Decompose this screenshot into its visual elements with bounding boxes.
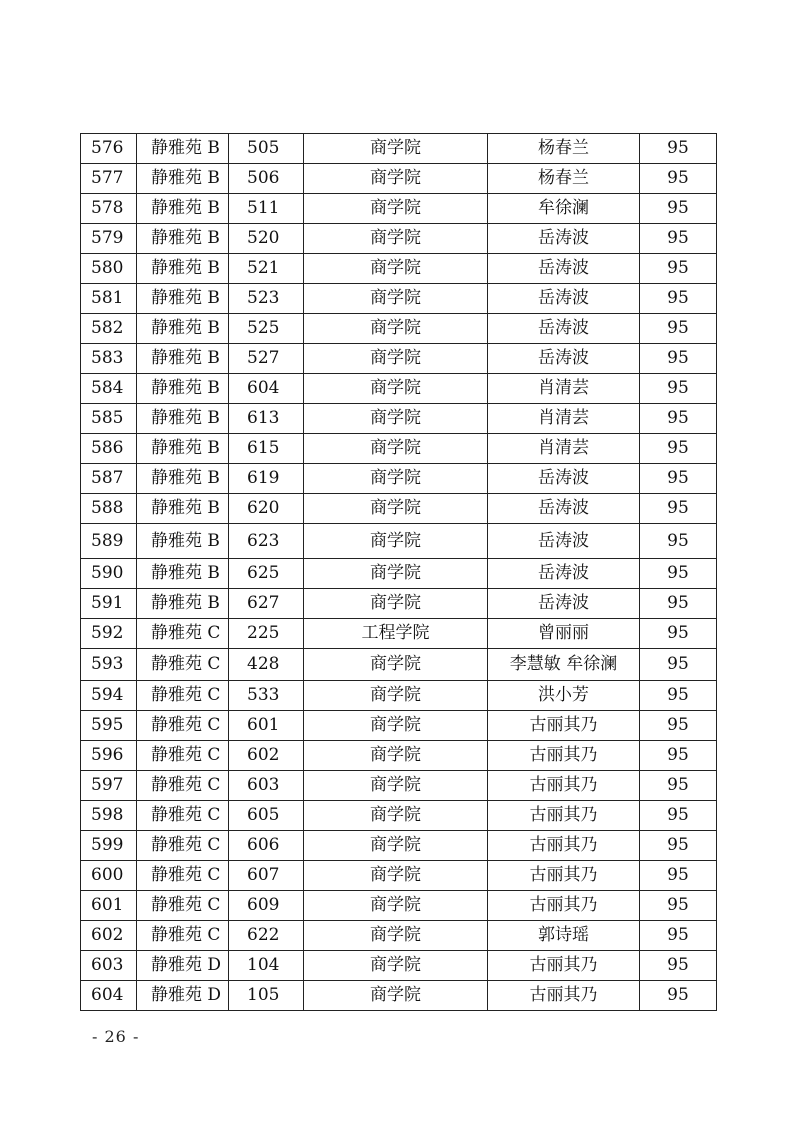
counselor-cell: 郭诗瑶 — [488, 921, 640, 951]
score-cell: 95 — [640, 741, 717, 771]
row-number-cell: 593 — [81, 649, 137, 681]
dormitory-score-table-container — [80, 133, 716, 1011]
counselor-cell: 肖清芸 — [488, 374, 640, 404]
row-number-cell: 583 — [81, 344, 137, 374]
score-cell: 95 — [640, 164, 717, 194]
college-cell: 商学院 — [304, 981, 488, 1011]
score-cell: 95 — [640, 134, 717, 164]
row-number-cell: 598 — [81, 801, 137, 831]
score-cell: 95 — [640, 801, 717, 831]
counselor-cell: 古丽其乃 — [488, 711, 640, 741]
table-row — [81, 741, 717, 771]
college-cell: 商学院 — [304, 861, 488, 891]
score-cell: 95 — [640, 619, 717, 649]
building-cell: 静雅苑 B — [137, 134, 229, 164]
row-number-cell: 579 — [81, 224, 137, 254]
building-cell: 静雅苑 B — [137, 524, 229, 559]
college-cell: 商学院 — [304, 559, 488, 589]
row-number-cell: 581 — [81, 284, 137, 314]
college-cell: 商学院 — [304, 741, 488, 771]
college-cell: 工程学院 — [304, 619, 488, 649]
building-cell: 静雅苑 B — [137, 164, 229, 194]
row-number-cell: 589 — [81, 524, 137, 559]
page-number: - 26 - — [92, 1027, 140, 1046]
room-cell: 525 — [229, 314, 304, 344]
row-number-cell: 597 — [81, 771, 137, 801]
row-number-cell: 592 — [81, 619, 137, 649]
counselor-cell: 岳涛波 — [488, 589, 640, 619]
room-cell: 622 — [229, 921, 304, 951]
college-cell: 商学院 — [304, 524, 488, 559]
building-cell: 静雅苑 B — [137, 254, 229, 284]
table-row — [81, 589, 717, 619]
room-cell: 620 — [229, 494, 304, 524]
building-cell: 静雅苑 C — [137, 801, 229, 831]
table-row — [81, 711, 717, 741]
counselor-cell: 肖清芸 — [488, 404, 640, 434]
row-number-cell: 580 — [81, 254, 137, 284]
college-cell: 商学院 — [304, 711, 488, 741]
room-cell: 609 — [229, 891, 304, 921]
table-row — [81, 344, 717, 374]
college-cell: 商学院 — [304, 831, 488, 861]
building-cell: 静雅苑 C — [137, 681, 229, 711]
room-cell: 533 — [229, 681, 304, 711]
table-row — [81, 981, 717, 1011]
score-cell: 95 — [640, 771, 717, 801]
room-cell: 428 — [229, 649, 304, 681]
counselor-cell: 杨春兰 — [488, 164, 640, 194]
score-cell: 95 — [640, 194, 717, 224]
counselor-cell: 杨春兰 — [488, 134, 640, 164]
score-cell: 95 — [640, 589, 717, 619]
table-row — [81, 254, 717, 284]
college-cell: 商学院 — [304, 224, 488, 254]
counselor-cell: 古丽其乃 — [488, 981, 640, 1011]
table-row — [81, 559, 717, 589]
college-cell: 商学院 — [304, 951, 488, 981]
table-row — [81, 494, 717, 524]
college-cell: 商学院 — [304, 434, 488, 464]
building-cell: 静雅苑 C — [137, 649, 229, 681]
counselor-cell: 肖清芸 — [488, 434, 640, 464]
score-cell: 95 — [640, 404, 717, 434]
room-cell: 606 — [229, 831, 304, 861]
counselor-cell: 岳涛波 — [488, 284, 640, 314]
score-cell: 95 — [640, 254, 717, 284]
score-cell: 95 — [640, 494, 717, 524]
score-cell: 95 — [640, 711, 717, 741]
building-cell: 静雅苑 B — [137, 344, 229, 374]
college-cell: 商学院 — [304, 254, 488, 284]
room-cell: 604 — [229, 374, 304, 404]
score-cell: 95 — [640, 344, 717, 374]
building-cell: 静雅苑 C — [137, 741, 229, 771]
score-cell: 95 — [640, 831, 717, 861]
counselor-cell: 古丽其乃 — [488, 831, 640, 861]
row-number-cell: 600 — [81, 861, 137, 891]
counselor-cell: 李慧敏 牟徐澜 — [488, 649, 640, 681]
row-number-cell: 601 — [81, 891, 137, 921]
counselor-cell: 古丽其乃 — [488, 951, 640, 981]
score-cell: 95 — [640, 434, 717, 464]
building-cell: 静雅苑 C — [137, 891, 229, 921]
college-cell: 商学院 — [304, 374, 488, 404]
counselor-cell: 岳涛波 — [488, 254, 640, 284]
table-row — [81, 681, 717, 711]
row-number-cell: 590 — [81, 559, 137, 589]
row-number-cell: 582 — [81, 314, 137, 344]
college-cell: 商学院 — [304, 164, 488, 194]
room-cell: 601 — [229, 711, 304, 741]
counselor-cell: 古丽其乃 — [488, 801, 640, 831]
college-cell: 商学院 — [304, 681, 488, 711]
row-number-cell: 595 — [81, 711, 137, 741]
college-cell: 商学院 — [304, 404, 488, 434]
score-cell: 95 — [640, 464, 717, 494]
row-number-cell: 576 — [81, 134, 137, 164]
college-cell: 商学院 — [304, 649, 488, 681]
table-row — [81, 284, 717, 314]
building-cell: 静雅苑 C — [137, 771, 229, 801]
row-number-cell: 586 — [81, 434, 137, 464]
room-cell: 105 — [229, 981, 304, 1011]
room-cell: 521 — [229, 254, 304, 284]
table-row — [81, 374, 717, 404]
counselor-cell: 古丽其乃 — [488, 861, 640, 891]
counselor-cell: 古丽其乃 — [488, 741, 640, 771]
room-cell: 506 — [229, 164, 304, 194]
building-cell: 静雅苑 B — [137, 589, 229, 619]
building-cell: 静雅苑 B — [137, 314, 229, 344]
row-number-cell: 603 — [81, 951, 137, 981]
building-cell: 静雅苑 B — [137, 559, 229, 589]
college-cell: 商学院 — [304, 464, 488, 494]
score-cell: 95 — [640, 314, 717, 344]
room-cell: 527 — [229, 344, 304, 374]
score-cell: 95 — [640, 681, 717, 711]
room-cell: 625 — [229, 559, 304, 589]
room-cell: 607 — [229, 861, 304, 891]
table-row — [81, 619, 717, 649]
table-row — [81, 921, 717, 951]
score-cell: 95 — [640, 921, 717, 951]
table-row — [81, 524, 717, 559]
row-number-cell: 584 — [81, 374, 137, 404]
row-number-cell: 591 — [81, 589, 137, 619]
building-cell: 静雅苑 B — [137, 464, 229, 494]
college-cell: 商学院 — [304, 284, 488, 314]
row-number-cell: 585 — [81, 404, 137, 434]
building-cell: 静雅苑 D — [137, 951, 229, 981]
table-row — [81, 434, 717, 464]
college-cell: 商学院 — [304, 194, 488, 224]
score-cell: 95 — [640, 861, 717, 891]
score-cell: 95 — [640, 524, 717, 559]
room-cell: 602 — [229, 741, 304, 771]
building-cell: 静雅苑 B — [137, 434, 229, 464]
counselor-cell: 岳涛波 — [488, 314, 640, 344]
college-cell: 商学院 — [304, 891, 488, 921]
room-cell: 603 — [229, 771, 304, 801]
room-cell: 619 — [229, 464, 304, 494]
row-number-cell: 596 — [81, 741, 137, 771]
table-row — [81, 831, 717, 861]
table-body — [81, 134, 717, 1011]
row-number-cell: 604 — [81, 981, 137, 1011]
row-number-cell: 599 — [81, 831, 137, 861]
building-cell: 静雅苑 B — [137, 494, 229, 524]
room-cell: 605 — [229, 801, 304, 831]
counselor-cell: 曾丽丽 — [488, 619, 640, 649]
score-cell: 95 — [640, 649, 717, 681]
score-cell: 95 — [640, 951, 717, 981]
table-row — [81, 891, 717, 921]
table-row — [81, 649, 717, 681]
counselor-cell: 古丽其乃 — [488, 771, 640, 801]
college-cell: 商学院 — [304, 801, 488, 831]
counselor-cell: 岳涛波 — [488, 494, 640, 524]
room-cell: 505 — [229, 134, 304, 164]
building-cell: 静雅苑 B — [137, 374, 229, 404]
room-cell: 613 — [229, 404, 304, 434]
table-row — [81, 801, 717, 831]
room-cell: 104 — [229, 951, 304, 981]
college-cell: 商学院 — [304, 921, 488, 951]
room-cell: 225 — [229, 619, 304, 649]
building-cell: 静雅苑 D — [137, 981, 229, 1011]
table-row — [81, 164, 717, 194]
room-cell: 615 — [229, 434, 304, 464]
score-cell: 95 — [640, 374, 717, 404]
table-row — [81, 314, 717, 344]
building-cell: 静雅苑 B — [137, 224, 229, 254]
row-number-cell: 578 — [81, 194, 137, 224]
counselor-cell: 古丽其乃 — [488, 891, 640, 921]
counselor-cell: 岳涛波 — [488, 559, 640, 589]
score-cell: 95 — [640, 224, 717, 254]
building-cell: 静雅苑 B — [137, 284, 229, 314]
counselor-cell: 岳涛波 — [488, 344, 640, 374]
table-row — [81, 861, 717, 891]
building-cell: 静雅苑 C — [137, 921, 229, 951]
table-row — [81, 404, 717, 434]
building-cell: 静雅苑 C — [137, 619, 229, 649]
building-cell: 静雅苑 C — [137, 711, 229, 741]
row-number-cell: 594 — [81, 681, 137, 711]
college-cell: 商学院 — [304, 589, 488, 619]
table-row — [81, 771, 717, 801]
building-cell: 静雅苑 C — [137, 861, 229, 891]
table-row — [81, 194, 717, 224]
counselor-cell: 岳涛波 — [488, 524, 640, 559]
counselor-cell: 岳涛波 — [488, 224, 640, 254]
row-number-cell: 587 — [81, 464, 137, 494]
table-row — [81, 464, 717, 494]
row-number-cell: 602 — [81, 921, 137, 951]
building-cell: 静雅苑 B — [137, 194, 229, 224]
score-cell: 95 — [640, 891, 717, 921]
score-cell: 95 — [640, 284, 717, 314]
score-cell: 95 — [640, 559, 717, 589]
room-cell: 523 — [229, 284, 304, 314]
college-cell: 商学院 — [304, 771, 488, 801]
college-cell: 商学院 — [304, 344, 488, 374]
college-cell: 商学院 — [304, 494, 488, 524]
counselor-cell: 岳涛波 — [488, 464, 640, 494]
college-cell: 商学院 — [304, 134, 488, 164]
row-number-cell: 577 — [81, 164, 137, 194]
table-row — [81, 951, 717, 981]
row-number-cell: 588 — [81, 494, 137, 524]
counselor-cell: 牟徐澜 — [488, 194, 640, 224]
room-cell: 623 — [229, 524, 304, 559]
college-cell: 商学院 — [304, 314, 488, 344]
room-cell: 627 — [229, 589, 304, 619]
table-row — [81, 224, 717, 254]
counselor-cell: 洪小芳 — [488, 681, 640, 711]
building-cell: 静雅苑 C — [137, 831, 229, 861]
table-row — [81, 134, 717, 164]
room-cell: 511 — [229, 194, 304, 224]
building-cell: 静雅苑 B — [137, 404, 229, 434]
room-cell: 520 — [229, 224, 304, 254]
score-cell: 95 — [640, 981, 717, 1011]
dormitory-score-table — [80, 133, 717, 1011]
